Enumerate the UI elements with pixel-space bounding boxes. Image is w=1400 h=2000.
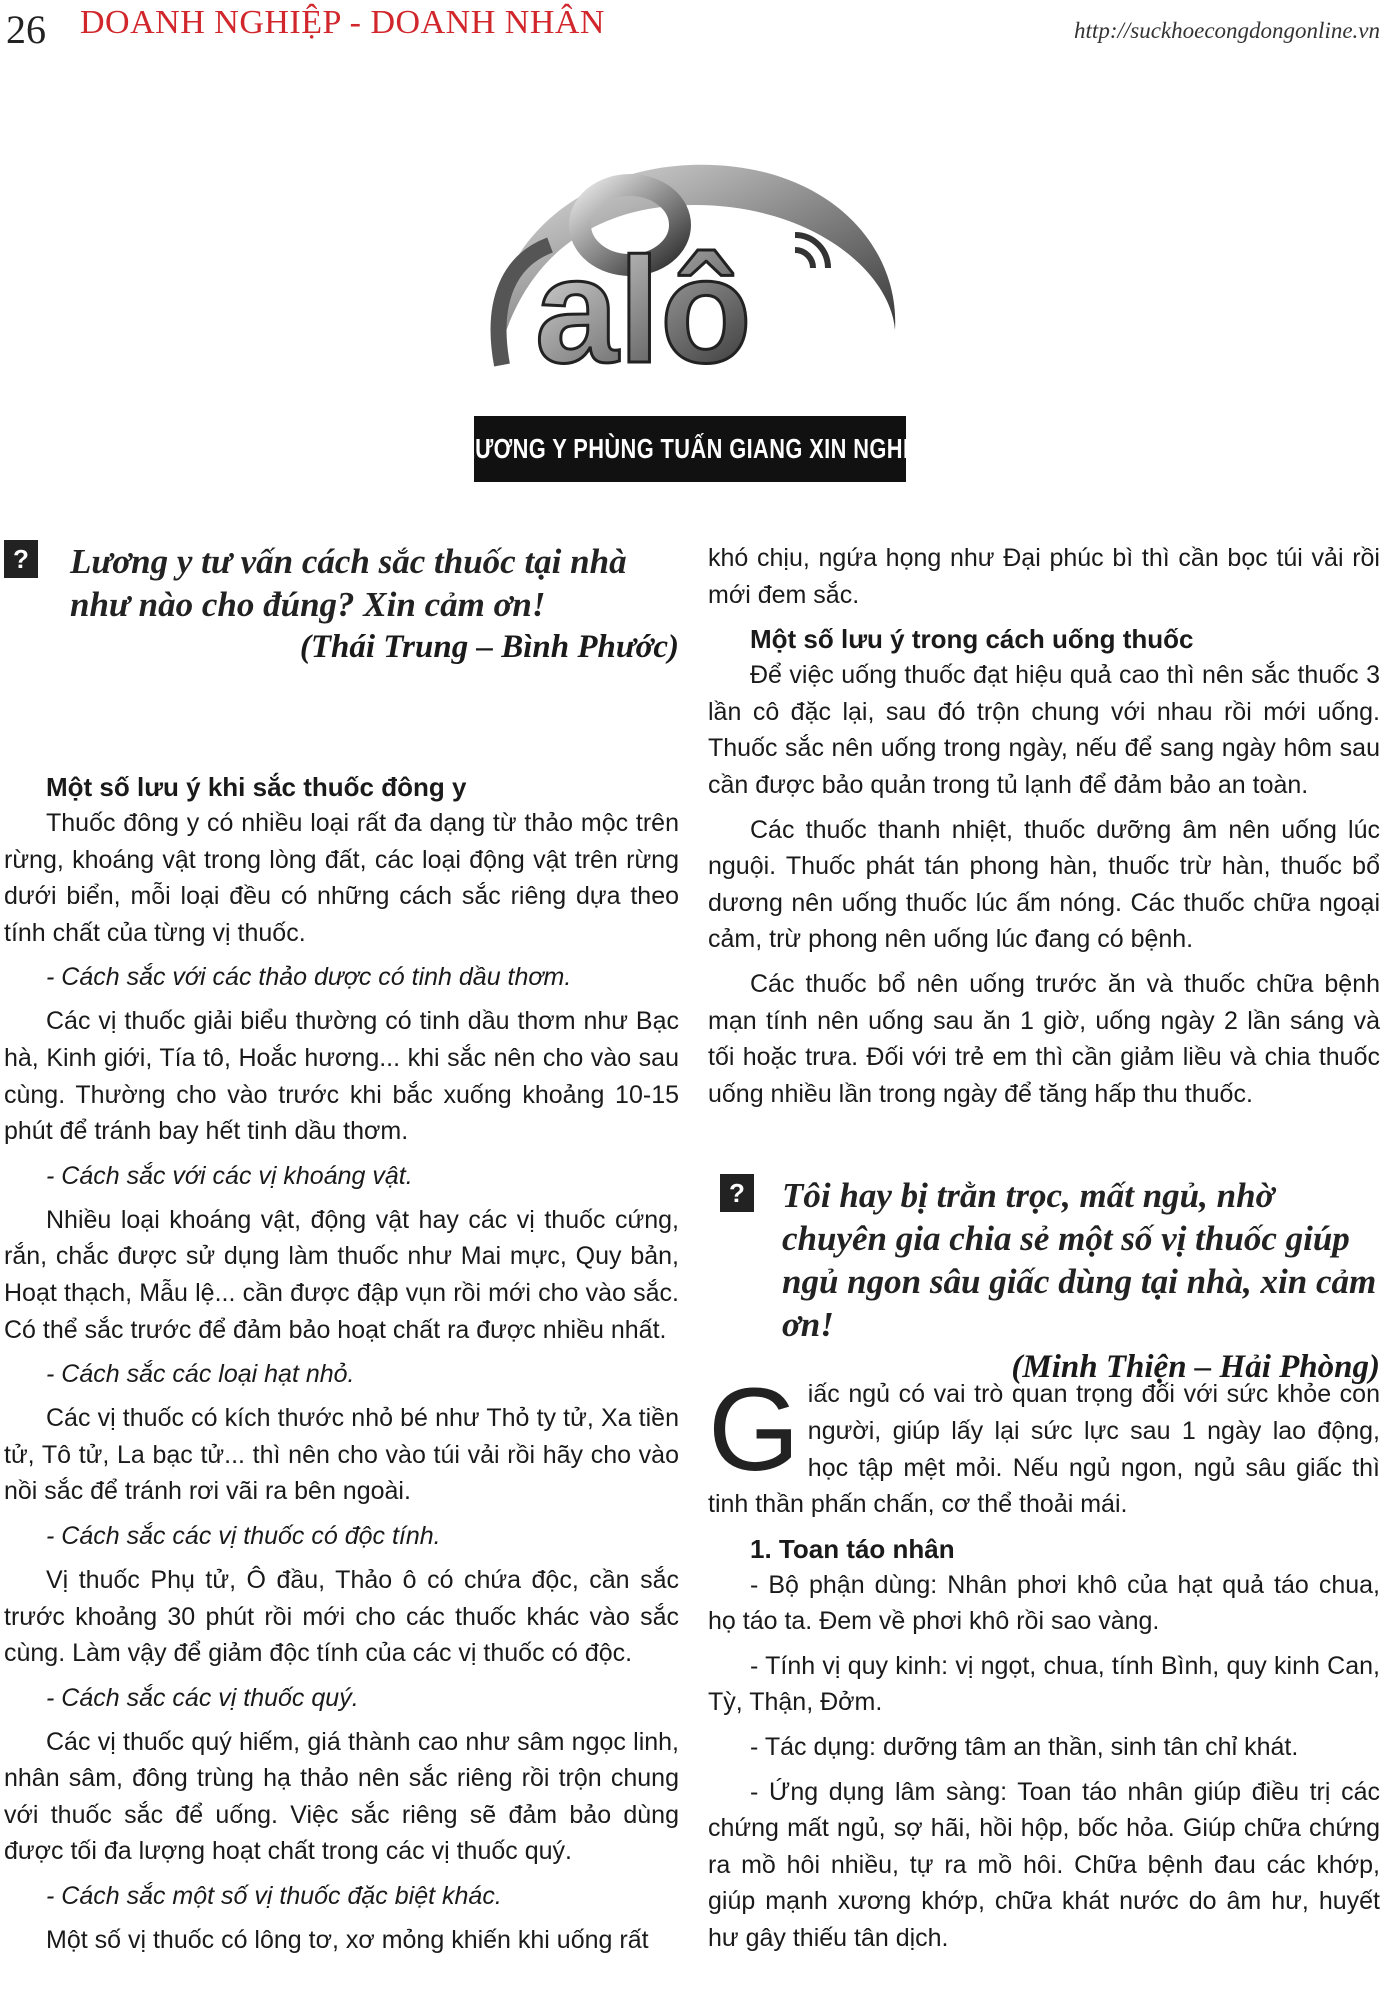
paragraph: Vị thuốc Phụ tử, Ô đầu, Thảo ô có chứa độc, cần sắc trước khoảng 30 phút rồi mới cho các thuốc khác vào sắc cùng. Làm vậy để giảm độc tính của các vị thuốc có độc. — [4, 1565, 679, 1668]
paragraph: Nhiều loại khoáng vật, động vật hay các vị thuốc cứng, rắn, chắc được sử dụng làm thuốc như Mai mực, Quy bản, Hoạt thạch, Mẫu lệ... cần được đập vụn rồi mới cho vào sắc. Có thể sắc trước để đảm bảo hoạt chất ra được nhiều nhất. — [4, 1205, 679, 1344]
paragraph: Để việc uống thuốc đạt hiệu quả cao thì nên sắc thuốc 3 lần cô đặc lại, sau đó trộn chung với nhau rồi mới uống. Thuốc sắc nên uống trong ngày, nếu để sang ngày hôm sau cần được bảo quản trong tủ lạnh để đảm bảo an toàn. — [708, 661, 1380, 799]
subheading: Một số lưu ý khi sắc thuốc đông y — [46, 772, 467, 802]
question-1 — [4, 540, 679, 669]
question-1-asker: (Thái Trung – Bình Phước) — [299, 629, 679, 665]
question-mark-icon: ? — [4, 540, 38, 578]
alo-logo — [480, 150, 910, 380]
left-column — [4, 540, 679, 1967]
italic-subheading: - Cách sắc các vị thuốc quý. — [46, 1683, 359, 1712]
paragraph: Các vị thuốc có kích thước nhỏ bé như Thỏ ty tử, Xa tiền tử, Tô tử, La bạc tử... thì nên cho vào túi vải rồi hãy cho vào nồi sắc để tránh rơi vãi ra bên ngoài. — [4, 1404, 679, 1506]
page-header — [0, 0, 1400, 56]
right-column — [708, 540, 1380, 1965]
page-number: 26 — [6, 7, 46, 52]
paragraph: Các thuốc thanh nhiệt, thuốc dưỡng âm nên uống lúc nguội. Thuốc phát tán phong hàn, thuốc trừ hàn, thuốc bổ dương nên uống thuốc lúc ấm nóng. Các thuốc chữa ngoại cảm, trừ phong nên uống lúc đang có bệnh. — [708, 815, 1380, 954]
subheading: 1. Toan táo nhân — [750, 1533, 955, 1564]
italic-subheading: - Cách sắc các loại hạt nhỏ. — [46, 1360, 355, 1389]
paragraph: Thuốc đông y có nhiều loại rất đa dạng từ thảo mộc trên rừng, khoáng vật trong lòng đất, các loại động vật trên rừng dưới biển, mỗi loại đều có những cách sắc riêng dựa theo tính chất của từng vị thuốc. — [4, 809, 679, 947]
italic-subheading: - Cách sắc với các vị khoáng vật. — [46, 1161, 413, 1190]
drop-cap: G — [708, 1364, 800, 1497]
question-1-text: Lương y tư vấn cách sắc thuốc tại nhà như nào cho đúng? Xin cảm ơn! — [70, 542, 627, 624]
section-title: DOANH NGHIỆP - DOANH NHÂN — [80, 4, 605, 41]
paragraph: Các vị thuốc giải biểu thường có tinh dầu thơm như Bạc hà, Kinh giới, Tía tô, Hoắc hương... khi sắc nên cho vào sau cùng. Thường cho vào trước khi bắc xuống khoảng 10-15 phút để tránh bay hết tinh dầu thơm. — [4, 1007, 679, 1146]
question-mark-icon: ? — [720, 1174, 754, 1212]
expert-banner: LƯƠNG Y PHÙNG TUẤN GIANG XIN NGHE — [474, 416, 906, 482]
site-url[interactable]: http://suckhoecongdongonline.vn — [1074, 18, 1380, 43]
paragraph: Một số vị thuốc có lông tơ, xơ mỏng khiến khi uống rất — [46, 1926, 649, 1955]
italic-subheading: - Cách sắc với các thảo dược có tinh dầu thơm. — [46, 963, 572, 992]
paragraph: Các vị thuốc quý hiếm, giá thành cao như sâm ngọc linh, nhân sâm, đông trùng hạ thảo nên sắc riêng rồi trộn chung với thuốc sắc để uống. Việc sắc riêng sẽ đảm bảo dùng được tối đa lượng hoạt chất trong các vị thuốc quý. — [4, 1727, 679, 1866]
italic-subheading: - Cách sắc các vị thuốc có độc tính. — [46, 1521, 441, 1550]
intro-paragraph: Giấc ngủ có vai trò quan trọng đối với sức khỏe con người, giúp lấy lại sức lực sau 1 ngày lao động, học tập mệt mỏi. Nếu ngủ ngon, ngủ sâu giấc thì tinh thần phấn chấn, cơ thể thoải mái. — [708, 1364, 1380, 1519]
paragraph: - Tính vị quy kinh: vị ngọt, chua, tính Bình, quy kinh Can, Tỳ, Thận, Đởm. — [708, 1651, 1380, 1717]
logo-text: alô — [535, 226, 752, 380]
paragraph: Các thuốc bổ nên uống trước ăn và thuốc chữa bệnh mạn tính nên uống sau ăn 1 giờ, uống ngày 2 lần sáng và tối hoặc trưa. Đối với trẻ em thì cần giảm liều và chia thuốc uống nhiều lần trong ngày để tăng hấp thu thuốc. — [708, 969, 1380, 1108]
subheading: Một số lưu ý trong cách uống thuốc — [750, 624, 1194, 655]
paragraph: khó chịu, ngứa họng như Đại phúc bì thì cần bọc túi vải rồi mới đem sắc. — [708, 544, 1380, 609]
question-2 — [708, 1174, 1380, 1386]
paragraph: - Tác dụng: dưỡng tâm an thần, sinh tân chỉ khát. — [750, 1733, 1299, 1762]
paragraph: - Ứng dụng lâm sàng: Toan táo nhân giúp điều trị các chứng mất ngủ, sợ hãi, hồi hộp, bốc hỏa. Giúp chữa chứng ra mồ hôi nhiều, tự ra mồ hôi. Chữa bệnh đau các khớp, giúp mạnh xương khớp, chữa khát nước do âm hư, huyết hư gây thiếu tân dịch. — [708, 1777, 1380, 1953]
question-2-text: Tôi hay bị trằn trọc, mất ngủ, nhờ chuyên gia chia sẻ một số vị thuốc giúp ngủ ngon sâu giấc dùng tại nhà, xin cảm ơn! — [782, 1176, 1377, 1345]
italic-subheading: - Cách sắc một số vị thuốc đặc biệt khác. — [46, 1882, 502, 1911]
paragraph: - Bộ phận dùng: Nhân phơi khô của hạt quả táo chua, họ táo ta. Đem về phơi khô rồi sao vàng. — [708, 1570, 1380, 1636]
question-2-asker: (Minh Thiện – Hải Phòng) — [1011, 1349, 1380, 1386]
